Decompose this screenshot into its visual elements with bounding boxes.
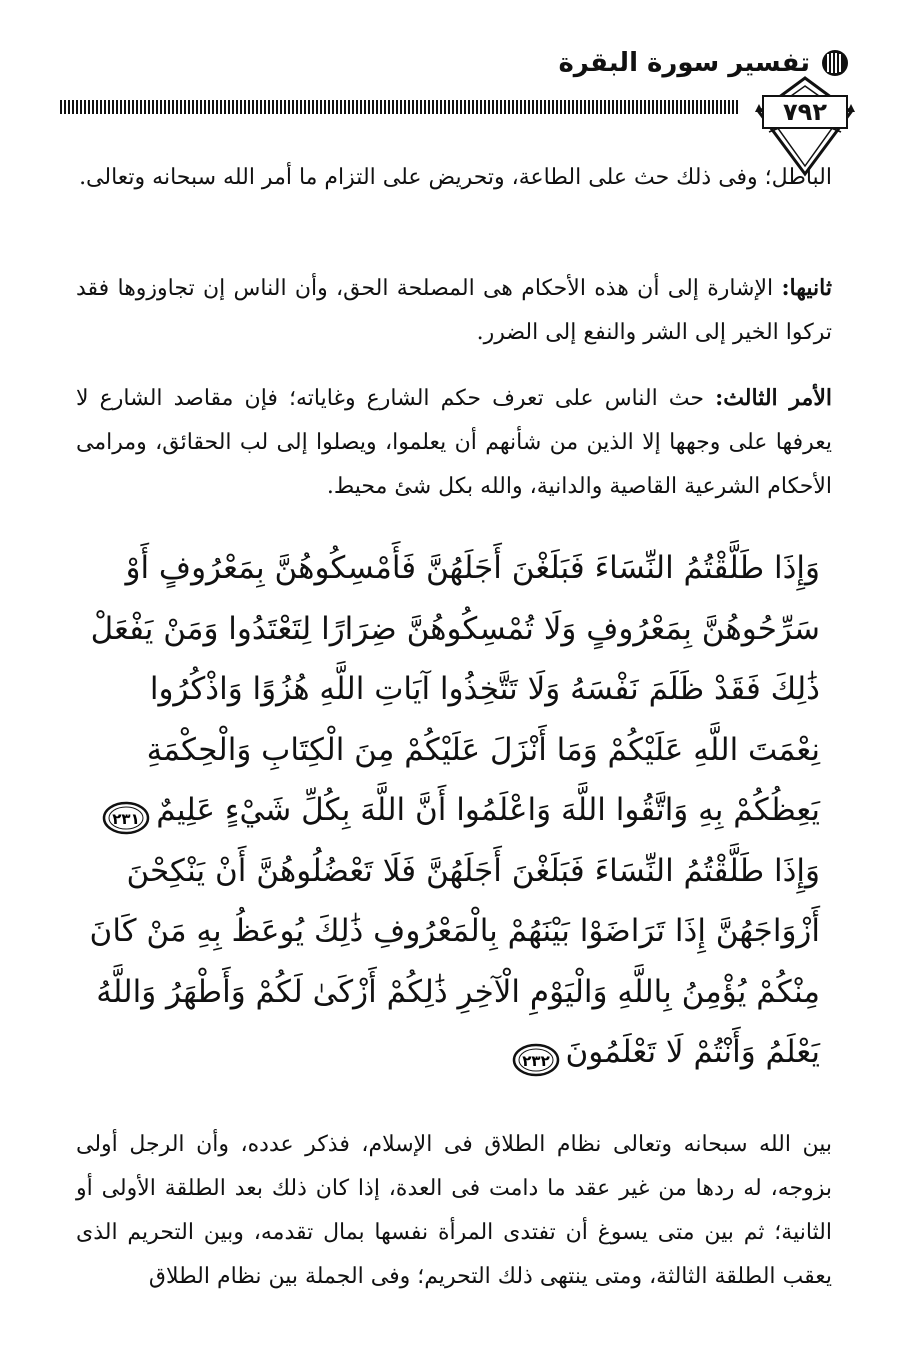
verse-line: نِعْمَتَ اللَّهِ عَلَيْكُمْ وَمَا أَنْزَلَ عَلَيْكُمْ مِنَ الْكِتَابِ وَالْحِكْمَةِ bbox=[146, 731, 820, 768]
verse-line: مِنْكُمْ يُؤْمِنُ بِاللَّهِ وَالْيَوْمِ الْآخِرِ ذَٰلِكُمْ أَزْكَىٰ لَكُمْ وَأَطْهَرُ وَاللَّهُ bbox=[96, 973, 820, 1010]
verse-line-with-marker bbox=[112, 780, 820, 841]
verse-line-text: يَعْلَمُ وَأَنْتُمْ لَا تَعْلَمُونَ bbox=[565, 1034, 820, 1070]
verse-line: سَرِّحُوهُنَّ بِمَعْرُوفٍ وَلَا تُمْسِكُوهُنَّ ضِرَارًا لِتَعْتَدُوا وَمَنْ يَفْعَلْ bbox=[90, 610, 820, 647]
ayah-number: ٢٣٢ bbox=[521, 1051, 550, 1070]
paragraph-3-body: حث الناس على تعرف حكم الشارع وغاياته؛ فإن مقاصد الشارع لا يعرفها على وجهها إلا الذين من شأنهم أن يعلموا، ويصلوا إلى لب الحقائق، ومرامى الأحكام الشرعية القاصية والدانية، والله بكل شئ محيط. bbox=[76, 386, 832, 499]
paragraph-2-lead: ثانيها: bbox=[781, 275, 832, 301]
verse-line-text: يَعِظُكُمْ بِهِ وَاتَّقُوا اللَّهَ وَاعْلَمُوا أَنَّ اللَّهَ بِكُلِّ شَيْءٍ عَلِيمٌ bbox=[156, 792, 820, 828]
paragraph-4-text: بين الله سبحانه وتعالى نظام الطلاق فى الإسلام، فذكر عدده، وأن الرجل أولى بزوجه، له ردها من غير عقد ما دامت فى العدة، إذا كان ذلك بعد الطلقة الأولى أو الثانية؛ ثم بين متى يسوغ أن تفتدى المرأة نفسها بمال تقدمه، وبين التحريم الذى يعقب الطلقة الثالثة، ومتى ينتهى ذلك التحريم؛ وفى الجملة بين نظام الطلاق bbox=[76, 1132, 832, 1289]
verse-line: وَإِذَا طَلَّقْتُمُ النِّسَاءَ فَبَلَغْنَ أَجَلَهُنَّ فَلَا تَعْضُلُوهُنَّ أَنْ يَنْكِحْنَ bbox=[126, 852, 820, 889]
quran-verses bbox=[89, 538, 820, 1083]
verse-line: ذَٰلِكَ فَقَدْ ظَلَمَ نَفْسَهُ وَلَا تَتَّخِذُوا آيَاتِ اللَّهِ هُزُوًا وَاذْكُرُوا bbox=[149, 671, 820, 707]
paragraph-2 bbox=[76, 266, 832, 355]
paragraph-4 bbox=[76, 1123, 832, 1299]
paragraph-1 bbox=[76, 156, 832, 200]
ayah-marker-icon bbox=[102, 795, 150, 829]
paragraph-3-text bbox=[76, 376, 832, 509]
verse-line: أَزْوَاجَهُنَّ إِذَا تَرَاضَوْا بَيْنَهُمْ بِالْمَعْرُوفِ ذَٰلِكَ يُوعَظُ بِهِ مَنْ كَانَ bbox=[89, 913, 820, 949]
paragraph-2-text bbox=[76, 266, 832, 355]
ayah-marker-icon bbox=[512, 1037, 560, 1071]
paragraph-3 bbox=[76, 376, 832, 509]
ayah-number: ٢٣١ bbox=[112, 809, 140, 828]
header-rule bbox=[60, 100, 740, 114]
verse-line: وَإِذَا طَلَّقْتُمُ النِّسَاءَ فَبَلَغْنَ أَجَلَهُنَّ فَأَمْسِكُوهُنَّ بِمَعْرُوفٍ أَوْ bbox=[125, 550, 820, 586]
paragraph-1-text: الباطل؛ وفى ذلك حث على الطاعة، وتحريض على التزام ما أمر الله سبحانه وتعالى. bbox=[79, 165, 832, 190]
paragraph-3-lead: الأمر الثالث: bbox=[715, 385, 832, 411]
paragraph-2-body: الإشارة إلى أن هذه الأحكام هى المصلحة الحق، وأن الناس إن تجاوزوها فقد تركوا الخير إلى الشر والنفع إلى الضرر. bbox=[76, 276, 832, 345]
running-title-text: تفسير سورة البقرة bbox=[558, 48, 810, 78]
page-number: ٧٩٢ bbox=[783, 98, 827, 126]
page-header bbox=[60, 40, 850, 150]
verse-line-with-marker bbox=[170, 1022, 820, 1083]
